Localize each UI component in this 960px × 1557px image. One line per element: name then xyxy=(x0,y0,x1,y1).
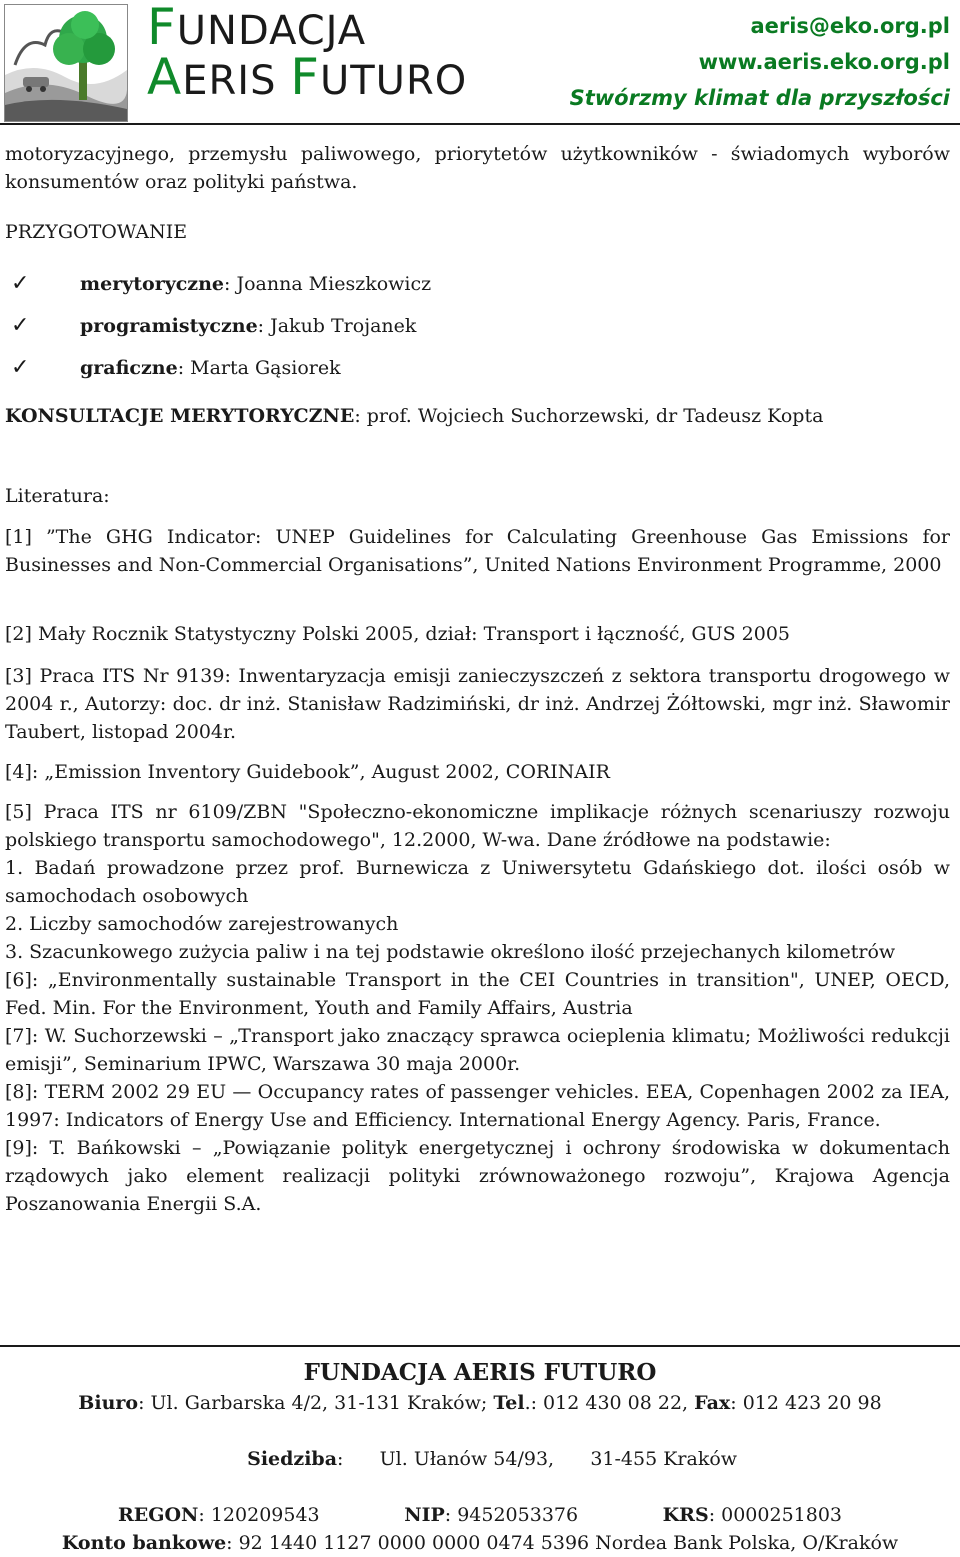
reference-5 xyxy=(5,798,950,1218)
reference-4 xyxy=(5,758,950,786)
role-label: merytoryczne xyxy=(80,273,225,295)
regon-label: REGON xyxy=(117,1504,199,1526)
letterhead xyxy=(0,0,960,122)
logotype-word: UTURO xyxy=(319,58,468,104)
role-label: programistyczne xyxy=(80,315,258,337)
list-item xyxy=(5,347,950,389)
reference-text: [8]: TERM 2002 29 EU — Occupancy rates of passenger vehicles. EEA, Copenhagen 2002 za IEA, 1997: Indicators of Energy Use and Efficiency. International Energy Agency. Paris, France. xyxy=(5,1081,950,1131)
footer xyxy=(0,1357,960,1557)
bank-account-value: : 92 1440 1127 0000 0000 0474 5396 Nordea Bank Polska, O/Kraków xyxy=(226,1532,899,1554)
krs-value: : 0000251803 xyxy=(708,1504,843,1526)
logotype-initial: A xyxy=(147,48,183,106)
checkmark-icon: ✓ xyxy=(11,271,30,296)
reference-text: [5] Praca ITS nr 6109/ZBN "Społeczno-ekonomiczne implikacje różnych scenariuszy rozwoju polskiego transportu samochodowego", 12.2000, W-wa. Dane źródłowe na podstawie: xyxy=(5,801,950,851)
footer-registry-line xyxy=(0,1501,960,1529)
fax-label: Fax xyxy=(694,1392,731,1414)
office-label: Biuro xyxy=(78,1392,139,1414)
office-address: : Ul. Garbarska 4/2, 31-131 Kraków; xyxy=(138,1392,488,1414)
checkmark-icon: ✓ xyxy=(11,313,30,338)
seat-label: Siedziba xyxy=(247,1448,338,1470)
contact-block xyxy=(570,8,950,116)
role-label: graficzne xyxy=(80,357,178,379)
person-name: : Joanna Mieszkowicz xyxy=(224,273,432,295)
consultations-line xyxy=(5,402,950,430)
consultations-value: : prof. Wojciech Suchorzewski, dr Tadeusz Kopta xyxy=(354,405,824,427)
phone-label: Tel xyxy=(493,1392,525,1414)
foundation-logo xyxy=(4,4,128,122)
checkmark-icon: ✓ xyxy=(11,355,30,380)
list-item xyxy=(5,263,950,305)
reference-1 xyxy=(5,523,950,579)
motto: Stwórzmy klimat dla przyszłości xyxy=(569,86,950,110)
person-name: : Jakub Trojanek xyxy=(257,315,417,337)
consultations-label: KONSULTACJE MERYTORYCZNE xyxy=(5,405,355,427)
preparation-section xyxy=(5,218,950,246)
website-link[interactable]: www.aeris.eko.org.pl xyxy=(698,50,950,74)
tree-landscape-icon xyxy=(5,5,127,121)
krs-label: KRS xyxy=(662,1504,709,1526)
footer-divider xyxy=(0,1345,960,1347)
reference-text: [1] ”The GHG Indicator: UNEP Guidelines for Calculating Greenhouse Gas Emissions for Businesses and Non-Commercial Organisations”, United Nations Environment Programme, 2000 xyxy=(5,526,950,576)
regon-value: : 120209543 xyxy=(198,1504,320,1526)
reference-text: [6]: „Environmentally sustainable Transport in the CEI Countries in transition", UNEP, OECD, Fed. Min. For the Environment, Youth and Family Affairs, Austria xyxy=(5,969,950,1019)
nip-label: NIP xyxy=(404,1504,445,1526)
reference-subitem: 3. Szacunkowego zużycia paliw i na tej podstawie określono ilość przejechanych kilometrów xyxy=(5,941,896,963)
logotype-word: UNDACJA xyxy=(176,8,367,54)
intro-paragraph xyxy=(5,140,950,196)
reference-text: [7]: W. Suchorzewski – „Transport jako znaczący sprawca ocieplenia klimatu; Możliwości redukcji emisji”, Seminarium IPWC, Warszawa 30 maja 2000r. xyxy=(5,1025,950,1075)
reference-subitem: 1. Badań prowadzone przez prof. Burnewicza z Uniwersytetu Gdańskiego dot. ilości osób w samochodach osobowych xyxy=(5,857,950,907)
footer-bank-line xyxy=(0,1529,960,1557)
literature-heading-wrap xyxy=(5,482,950,510)
footer-office-line xyxy=(0,1389,960,1417)
logotype-line-1 xyxy=(147,0,467,56)
reference-subitem: 2. Liczby samochodów zarejestrowanych xyxy=(5,913,399,935)
email-link[interactable]: aeris@eko.org.pl xyxy=(750,14,950,38)
reference-3 xyxy=(5,662,950,746)
footer-seat-line xyxy=(0,1417,960,1501)
seat-address: : Ul. Ułanów 54/93, 31-455 Kraków xyxy=(337,1448,738,1470)
bank-account-label: Konto bankowe xyxy=(61,1532,227,1554)
preparation-list xyxy=(5,263,950,389)
intro-text: motoryzacyjnego, przemysłu paliwowego, priorytetów użytkowników - świadomych wyborów konsumentów oraz polityki państwa. xyxy=(5,143,950,193)
foundation-name-logotype xyxy=(147,0,468,106)
reference-text: [9]: T. Bańkowski – „Powiązanie polityk energetycznej i ochrony środowiska w dokumentach rządowych jako element realizacji polityki zrównoważonego rozwoju”, Krajowa Agencja Poszanowania Energii S.A. xyxy=(5,1137,950,1215)
phone-number: .: 012 430 08 22, xyxy=(524,1392,689,1414)
reference-text: [3] Praca ITS Nr 9139: Inwentaryzacja emisji zanieczyszczeń z sektora transportu drogowego w 2004 r., Autorzy: doc. dr inż. Stanisław Radzimiński, dr inż. Andrzej Żółtowski, mgr inż. Sławomir Taubert, listopad 2004r. xyxy=(5,665,950,743)
logotype-initial: F xyxy=(147,0,177,56)
logotype-line-2 xyxy=(147,48,468,106)
preparation-heading: PRZYGOTOWANIE xyxy=(5,221,188,243)
nip-value: : 9452053376 xyxy=(444,1504,579,1526)
fax-number: : 012 423 20 98 xyxy=(730,1392,882,1414)
list-item xyxy=(5,305,950,347)
header-divider xyxy=(0,123,960,125)
literature-heading: Literatura: xyxy=(5,485,110,507)
person-name: : Marta Gąsiorek xyxy=(177,357,341,379)
logotype-initial: F xyxy=(290,48,320,106)
reference-text: [4]: „Emission Inventory Guidebook”, August 2002, CORINAIR xyxy=(5,761,610,783)
reference-2 xyxy=(5,620,950,648)
footer-title: FUNDACJA AERIS FUTURO xyxy=(303,1359,657,1386)
logotype-word: ERIS xyxy=(182,58,291,104)
reference-text: [2] Mały Rocznik Statystyczny Polski 2005, dział: Transport i łączność, GUS 2005 xyxy=(5,623,791,645)
